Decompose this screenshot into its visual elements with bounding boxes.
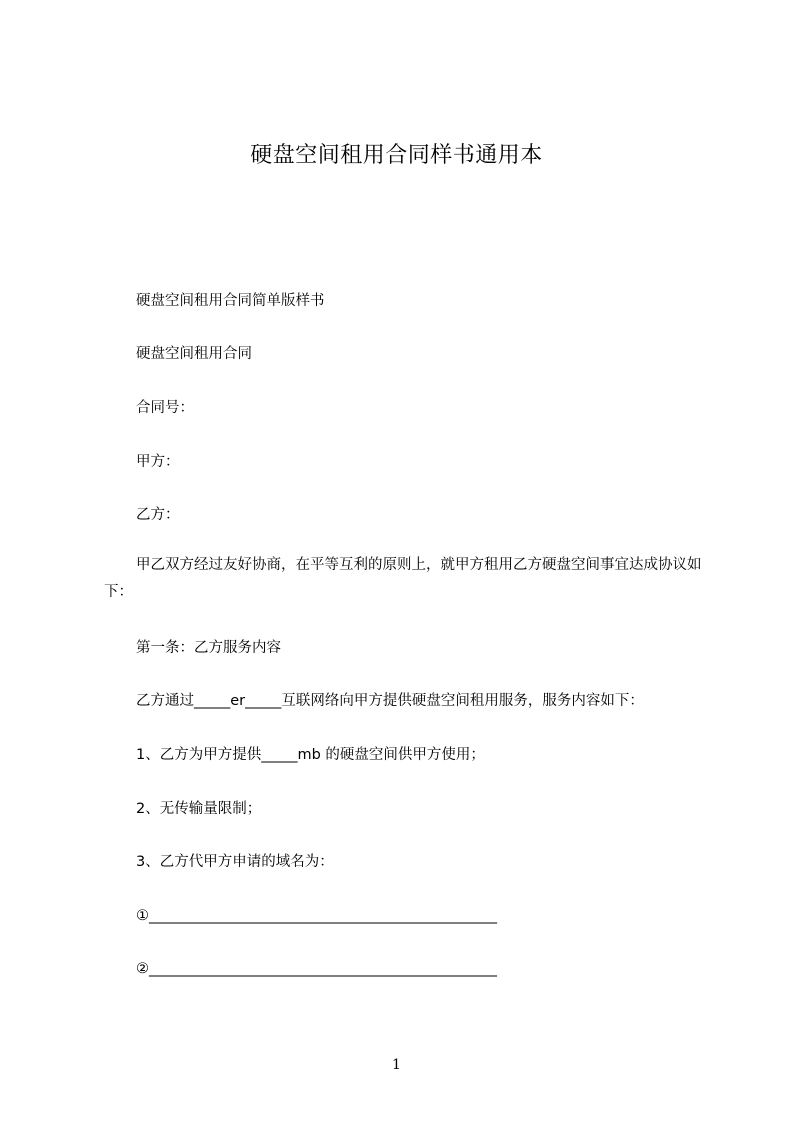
contract-number-label: 合同号： bbox=[136, 400, 194, 416]
service-item-1: 1、乙方为甲方提供_____mb 的硬盘空间供甲方使用； bbox=[136, 747, 485, 763]
service-item-2: 2、无传输量限制； bbox=[136, 801, 262, 817]
article-one-heading: 第一条：乙方服务内容 bbox=[136, 640, 281, 656]
service-content-line: 乙方通过_____er_____互联网络向甲方提供硬盘空间租用服务，服务内容如下： bbox=[136, 693, 644, 709]
domain-blank-1: ①________________________________________________ bbox=[136, 908, 497, 924]
contract-subtitle: 硬盘空间租用合同简单版样书 bbox=[136, 293, 325, 309]
agreement-intro-paragraph: 甲乙双方经过友好协商，在平等互利的原则上，就甲方租用乙方硬盘空间事宜达成协议如下： bbox=[104, 557, 702, 600]
party-a-label: 甲方： bbox=[136, 454, 180, 470]
service-item-3: 3、乙方代甲方申请的域名为： bbox=[136, 854, 334, 870]
domain-blank-2: ②________________________________________________ bbox=[136, 961, 497, 977]
contract-name: 硬盘空间租用合同 bbox=[136, 346, 252, 362]
page-number: 1 bbox=[392, 1057, 401, 1073]
document-title: 硬盘空间租用合同样书通用本 bbox=[250, 143, 543, 168]
party-b-label: 乙方： bbox=[136, 507, 180, 523]
